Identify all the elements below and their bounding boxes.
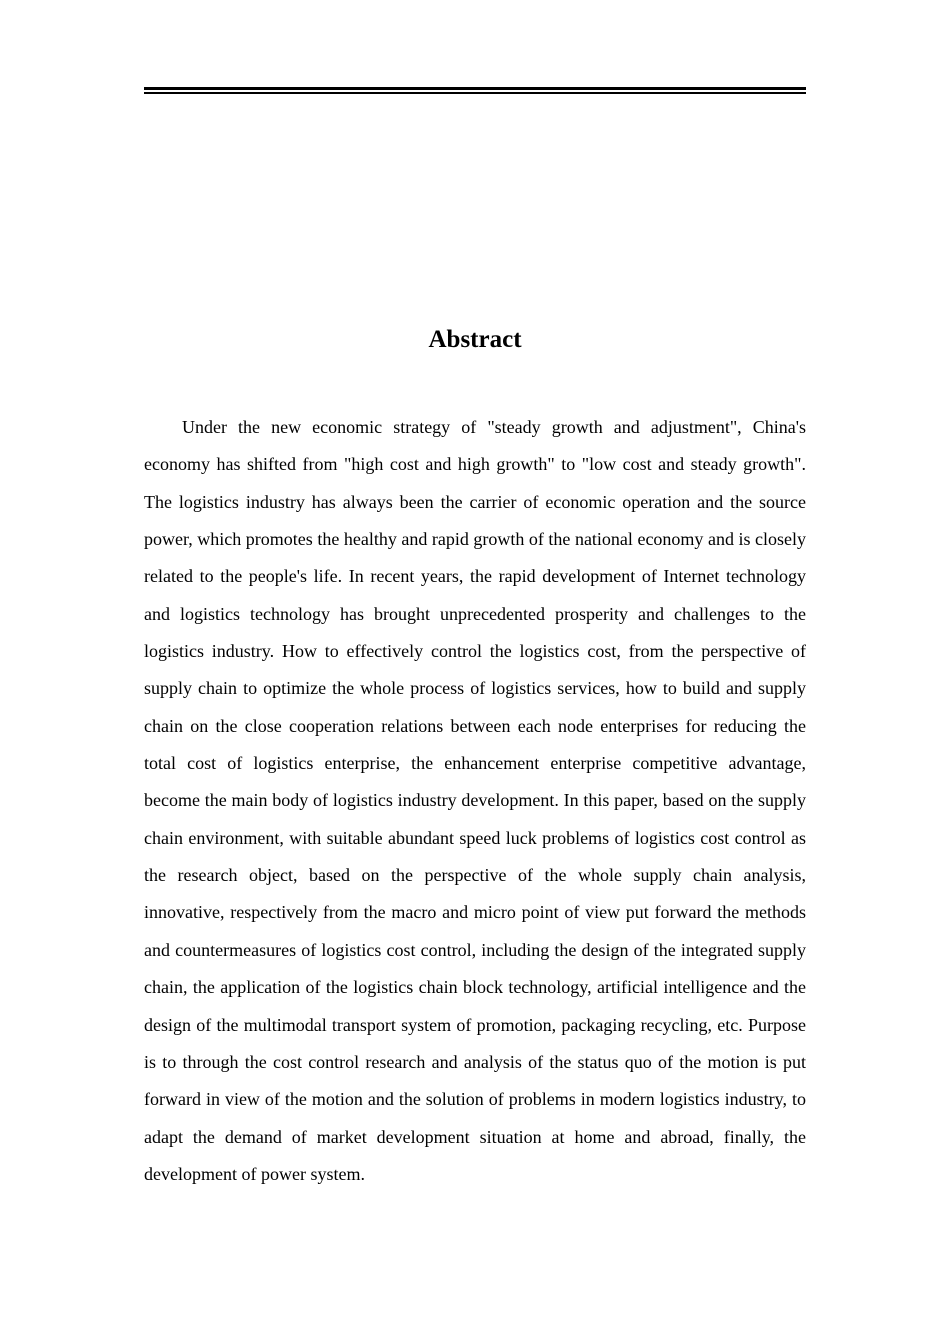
abstract-title: Abstract (428, 326, 522, 353)
header-double-rule (144, 87, 806, 95)
header-rule-thin (144, 92, 806, 94)
abstract-body-text: Under the new economic strategy of "steady growth and adjustment", China's economy has shifted from "high cost and high growth" to "low cost and steady growth". The logistics industry has always been the carrier of economic operation and the source power, which promotes the healthy and rapid growth of the national economy and is closely related to the people's life. In recent years, the rapid development of Internet technology and logistics technology has brought unprecedented prosperity and challenges to the logistics industry. How to effectively control the logistics cost, from the perspective of supply chain to optimize the whole process of logistics services, how to build and supply chain on the close cooperation relations between each node enterprises for reducing the total cost of logistics enterprise, the enhancement enterprise competitive advantage, become the main body of logistics industry development. In this paper, based on the supply chain environment, with suitable abundant speed luck problems of logistics cost control as the research object, based on the perspective of the whole supply chain analysis, innovative, respectively from the macro and micro point of view put forward the methods and countermeasures of logistics cost control, including the design of the integrated supply chain, the application of the logistics chain block technology, artificial intelligence and the design of the multimodal transport system of promotion, packaging recycling, etc. Purpose is to through the cost control research and analysis of the status quo of the motion is put forward in view of the motion and the solution of problems in modern logistics industry, to adapt the demand of market development situation at home and abroad, finally, the development of power system. (144, 417, 806, 1184)
header-rule-thick (144, 87, 806, 90)
